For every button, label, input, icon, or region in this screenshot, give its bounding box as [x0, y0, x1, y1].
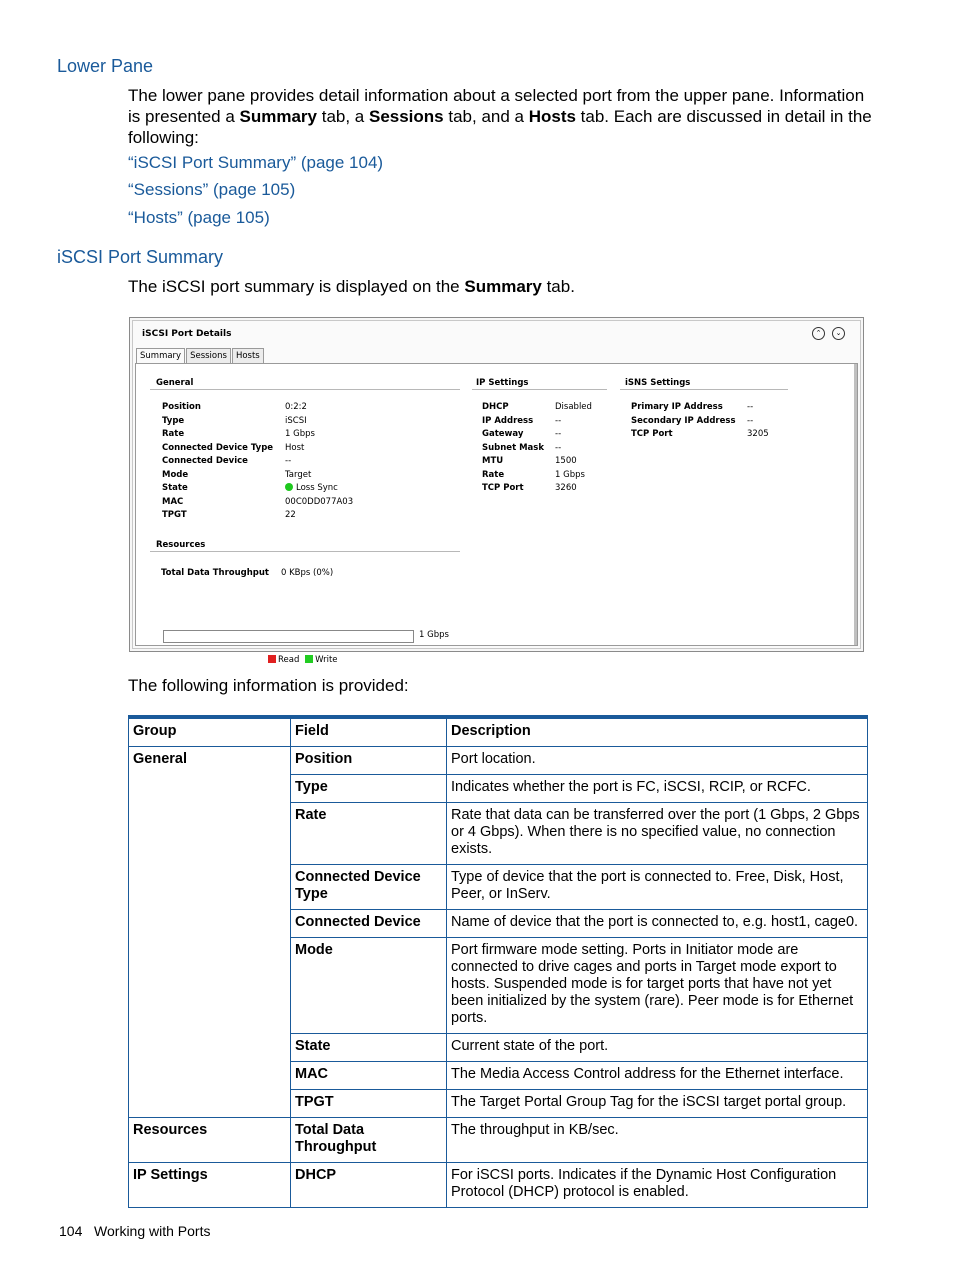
group-cell: Resources: [129, 1118, 291, 1163]
description-cell: Type of device that the port is connected to. Free, Disk, Host, Peer, or InServ.: [447, 865, 868, 910]
xref-link-sessions[interactable]: “Sessions” (page 105): [128, 180, 296, 199]
section-heading-lower-pane: Lower Pane: [57, 56, 154, 76]
read-swatch-icon: [268, 655, 276, 663]
summary-tab-content: [135, 363, 858, 665]
col-header-field: Field: [291, 717, 447, 747]
throughput-bar: [163, 630, 414, 643]
table-row: [129, 747, 868, 775]
legend: [268, 655, 338, 665]
ip-settings-heading: IP Settings: [476, 378, 529, 388]
tab-summary[interactable]: Summary: [136, 348, 185, 363]
throughput-value: 0 KBps (0%): [281, 568, 334, 578]
tab-sessions[interactable]: Sessions: [186, 348, 231, 363]
general-field-label: Connected Device Type: [162, 442, 274, 453]
state-text: Loss Sync: [296, 483, 338, 493]
ip-field-value: 3260: [555, 483, 577, 493]
general-field-label: Type: [162, 415, 185, 426]
general-field-label: Connected Device: [162, 456, 248, 466]
isns-field-label: Secondary IP Address: [631, 415, 736, 426]
ip-field-value: 1 Gbps: [555, 469, 585, 480]
description-cell: Port location.: [447, 747, 868, 775]
ip-field-value: --: [555, 415, 562, 426]
general-field-label: TPGT: [162, 510, 187, 520]
ip-settings-divider: [472, 389, 607, 390]
chapter-title: Working with Ports: [94, 1223, 211, 1239]
field-cell: Position: [291, 747, 447, 775]
tab-hosts[interactable]: Hosts: [232, 348, 264, 363]
ip-field-value: --: [555, 429, 562, 439]
description-cell: For iSCSI ports. Indicates if the Dynamic Host Configuration Protocol (DHCP) protocol is enabled.: [447, 1163, 868, 1208]
isns-field-value: --: [747, 415, 754, 426]
general-field-value: --: [285, 456, 292, 466]
field-cell: Type: [291, 775, 447, 803]
isns-field-label: Primary IP Address: [631, 402, 723, 412]
description-cell: The Media Access Control address for the Ethernet interface.: [447, 1062, 868, 1090]
general-field-value: 1 Gbps: [285, 429, 315, 439]
general-field-label: State: [162, 483, 188, 493]
collapse-icon[interactable]: ⌃: [812, 327, 825, 340]
ip-field-label: DHCP: [482, 402, 509, 412]
ip-field-label: Gateway: [482, 429, 524, 439]
isns-field-value: 3205: [747, 429, 769, 439]
field-cell: DHCP: [291, 1163, 447, 1208]
resources-heading: Resources: [156, 540, 206, 550]
description-cell: The Target Portal Group Tag for the iSCSI target portal group.: [447, 1090, 868, 1118]
general-field-value: Target: [285, 469, 312, 480]
general-divider: [150, 389, 460, 390]
table-row: [129, 1163, 868, 1208]
general-field-value: iSCSI: [285, 415, 307, 426]
ip-field-label: Rate: [482, 469, 505, 480]
xref-link-hosts[interactable]: “Hosts” (page 105): [128, 208, 270, 227]
throughput-bar-max: 1 Gbps: [419, 630, 449, 640]
status-dot-icon: [285, 483, 293, 491]
panel-frame: [132, 320, 861, 665]
field-cell: Rate: [291, 803, 447, 865]
group-cell: IP Settings: [129, 1163, 291, 1208]
isns-settings-divider: [620, 389, 788, 390]
legend-read-label: Read: [278, 655, 300, 665]
ip-field-value: Disabled: [555, 402, 592, 412]
field-cell: State: [291, 1034, 447, 1062]
field-cell: Total Data Throughput: [291, 1118, 447, 1163]
general-field-value: [285, 483, 338, 493]
iscsi-port-details-screenshot: [129, 317, 864, 665]
write-swatch-icon: [305, 655, 313, 663]
general-field-label: Position: [162, 402, 201, 412]
ip-field-label: TCP Port: [482, 483, 524, 493]
general-field-value: 22: [285, 510, 296, 520]
throughput-label: Total Data Throughput: [161, 568, 269, 578]
col-header-description: Description: [447, 717, 868, 747]
field-cell: Connected Device Type: [291, 865, 447, 910]
page-number: 104: [59, 1223, 83, 1239]
general-field-label: MAC: [162, 496, 184, 507]
general-field-value: Host: [285, 442, 305, 453]
ip-field-value: 1500: [555, 456, 577, 466]
table-row: [129, 1118, 868, 1163]
ip-field-label: Subnet Mask: [482, 442, 545, 453]
col-header-group: Group: [129, 717, 291, 747]
panel-title: iSCSI Port Details: [142, 329, 232, 339]
resources-divider: [150, 551, 460, 552]
description-cell: Current state of the port.: [447, 1034, 868, 1062]
info-table: [128, 715, 868, 1208]
scrollbar[interactable]: [854, 364, 857, 645]
isns-field-value: --: [747, 402, 754, 412]
group-cell: General: [129, 747, 291, 1118]
general-field-value: 00C0DD077A03: [285, 496, 354, 507]
isns-settings-heading: iSNS Settings: [625, 378, 691, 388]
ip-field-label: IP Address: [482, 415, 534, 426]
ip-field-value: --: [555, 442, 562, 453]
isns-field-label: TCP Port: [631, 429, 673, 439]
table-body: [129, 747, 868, 1208]
lower-pane-intro: The lower pane provides detail information about a selected port from the upper pane. Information is presented a Summary tab, a Sessions tab, and a Hosts tab. Each are discussed in detail in the following:: [128, 86, 872, 147]
xref-link-iscsi-port-summary[interactable]: “iSCSI Port Summary” (page 104): [128, 153, 384, 172]
description-cell: Name of device that the port is connected to, e.g. host1, cage0.: [447, 910, 868, 938]
legend-write-label: Write: [315, 655, 338, 665]
iscsi-summary-intro: The iSCSI port summary is displayed on the Summary tab.: [128, 277, 575, 296]
field-cell: Connected Device: [291, 910, 447, 938]
description-cell: Rate that data can be transferred over the port (1 Gbps, 2 Gbps or 4 Gbps). When there is no specified value, no connection exists.: [447, 803, 868, 865]
general-field-label: Rate: [162, 429, 185, 439]
following-info-text: The following information is provided:: [128, 676, 409, 695]
expand-icon[interactable]: ⌄: [832, 327, 845, 340]
field-cell: TPGT: [291, 1090, 447, 1118]
general-field-label: Mode: [162, 469, 189, 480]
page-footer: [59, 1223, 210, 1239]
field-cell: Mode: [291, 938, 447, 1034]
tab-strip: [136, 348, 265, 363]
field-cell: MAC: [291, 1062, 447, 1090]
general-field-value: 0:2:2: [285, 402, 307, 412]
description-cell: Indicates whether the port is FC, iSCSI, RCIP, or RCFC.: [447, 775, 868, 803]
description-cell: Port firmware mode setting. Ports in Initiator mode are connected to drive cages and ports in Target mode export to hosts. Suspended mode is for target ports that have not yet been initialized by the system (rare). Peer mode is for Ethernet ports.: [447, 938, 868, 1034]
general-heading: General: [156, 378, 194, 388]
ip-field-label: MTU: [482, 456, 504, 466]
description-cell: The throughput in KB/sec.: [447, 1118, 868, 1163]
section-heading-iscsi-port-summary: iSCSI Port Summary: [57, 247, 224, 267]
table-header-row: [129, 717, 868, 747]
